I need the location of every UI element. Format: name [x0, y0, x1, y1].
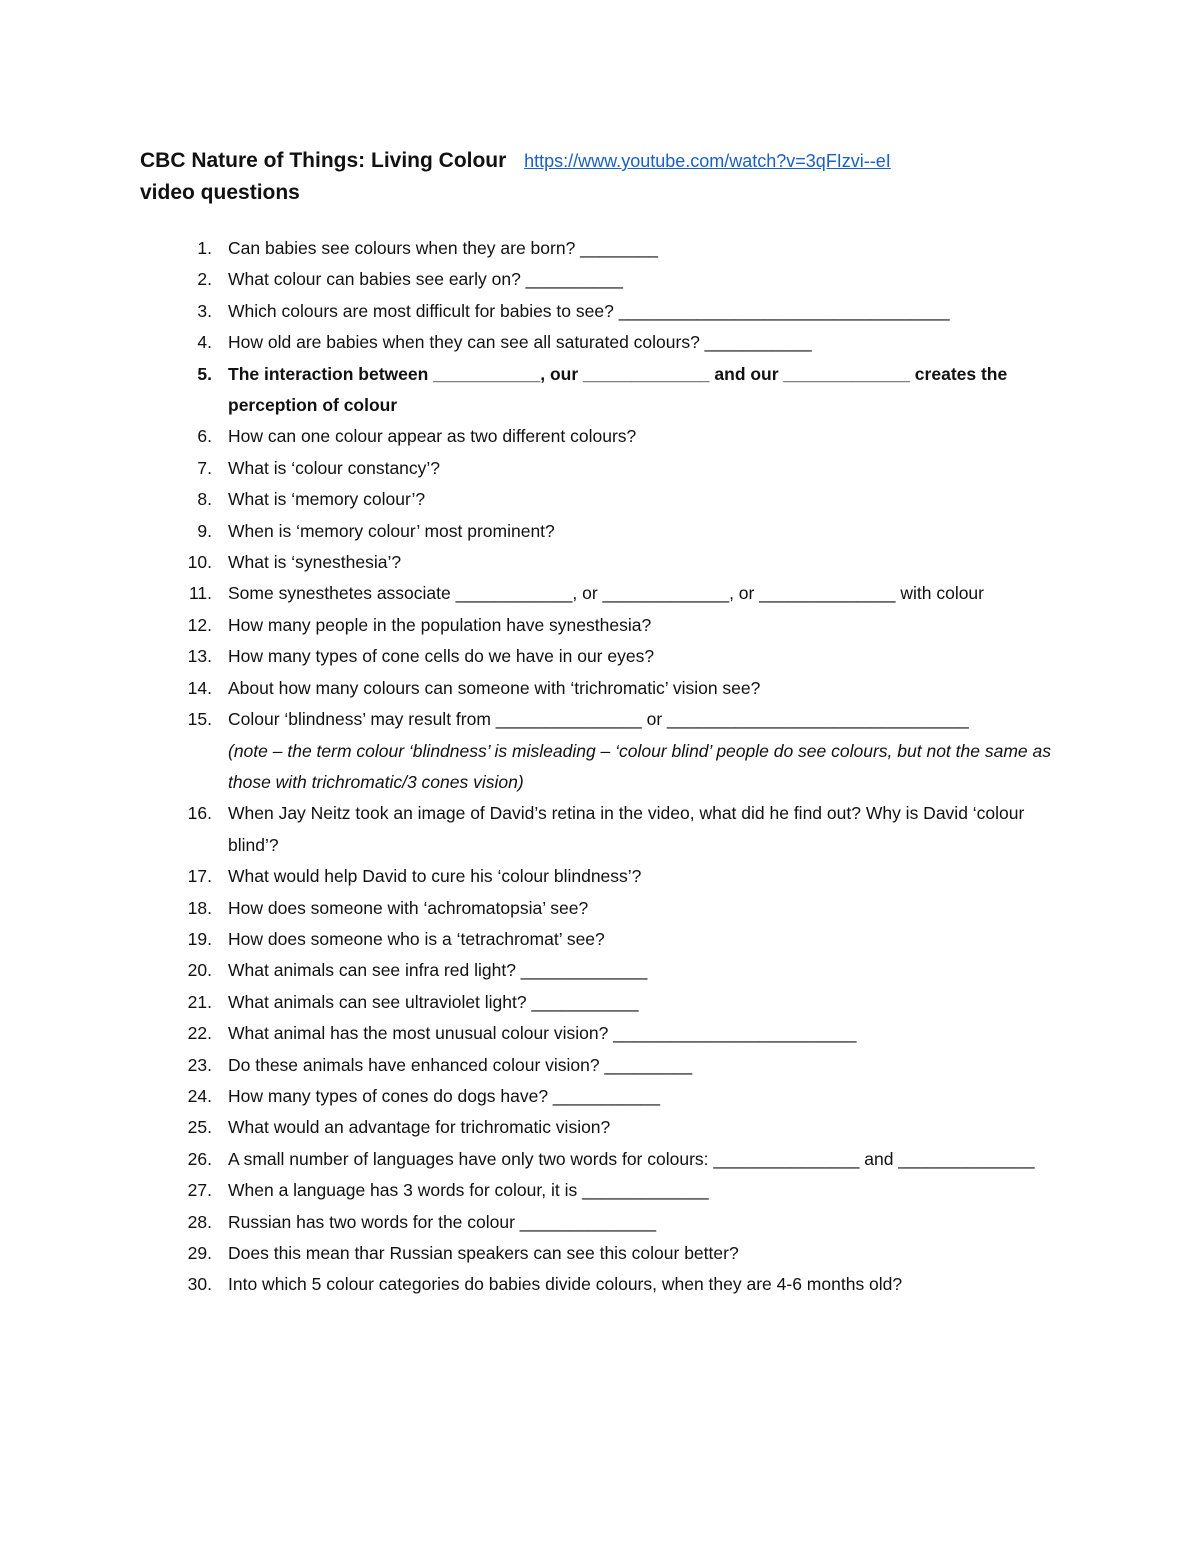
number-spacer [212, 610, 228, 641]
question-number: 29. [187, 1243, 212, 1263]
question-item [170, 704, 1070, 798]
question-text: How many types of cone cells do we have in our eyes? [228, 646, 655, 667]
number-spacer [212, 1081, 228, 1112]
number-spacer [212, 1207, 228, 1238]
question-item [170, 798, 1070, 861]
number-spacer [212, 1238, 228, 1269]
question-text: Does this mean thar Russian speakers can see this colour better? [228, 1243, 739, 1263]
question-body [228, 1112, 1068, 1143]
question-text: How many types of cones do dogs have? ___________ [228, 1085, 660, 1106]
number-spacer [212, 861, 228, 892]
question-item [170, 1269, 1070, 1300]
question-text: Do these animals have enhanced colour vision? _________ [228, 1054, 693, 1075]
question-text: What animal has the most unusual colour vision? _________________________ [228, 1023, 857, 1044]
question-number: 21. [187, 991, 212, 1012]
question-body [228, 578, 1068, 609]
question-number: 5. [197, 363, 212, 384]
number-spacer [212, 798, 228, 861]
number-spacer [212, 1112, 228, 1143]
question-item [170, 516, 1070, 547]
question-body [228, 233, 1068, 264]
question-item [170, 421, 1070, 452]
number-spacer [212, 359, 228, 422]
question-number: 24. [187, 1085, 212, 1106]
question-body [228, 1269, 1068, 1300]
question-number: 6. [197, 426, 212, 447]
question-body [228, 547, 1068, 578]
question-number: 30. [187, 1274, 212, 1295]
question-body [228, 1018, 1068, 1049]
question-item [170, 861, 1070, 892]
question-number: 19. [187, 928, 212, 949]
question-item [170, 610, 1070, 641]
question-number: 12. [187, 614, 212, 635]
question-number: 7. [197, 457, 212, 478]
question-body [228, 924, 1068, 955]
question-body [228, 296, 1068, 327]
question-item [170, 955, 1070, 986]
question-number: 10. [187, 552, 212, 573]
question-item [170, 1175, 1070, 1206]
question-body [228, 484, 1068, 515]
question-number: 8. [197, 489, 212, 510]
question-body [228, 893, 1068, 924]
number-spacer [212, 893, 228, 924]
question-body [228, 1081, 1068, 1112]
question-item [170, 484, 1070, 515]
question-number: 16. [187, 803, 212, 824]
question-text: How does someone with ‘achromatopsia’ see? [228, 897, 589, 918]
question-note: (note – the term colour ‘blindness’ is misleading – ‘colour blind’ people do see colours, but not the same as those with trichromatic/3 cones vision) [228, 740, 1051, 792]
number-spacer [212, 1175, 228, 1206]
question-body [228, 861, 1068, 892]
number-spacer [212, 578, 228, 609]
question-number: 14. [187, 677, 212, 698]
question-number: 26. [187, 1148, 212, 1169]
question-item [170, 1081, 1070, 1112]
question-list [170, 233, 1070, 1301]
question-item [170, 296, 1070, 327]
question-body [228, 327, 1068, 358]
question-text: The interaction between ___________, our _____________ and our _____________ creates the perception of colour [228, 363, 1008, 416]
number-spacer [212, 924, 228, 955]
title-line [140, 145, 1100, 177]
document-subtitle: video questions [140, 181, 300, 204]
question-text: What colour can babies see early on? __________ [228, 269, 623, 290]
question-item [170, 987, 1070, 1018]
question-body [228, 1050, 1068, 1081]
question-item [170, 327, 1070, 358]
number-spacer [212, 547, 228, 578]
question-number: 1. [197, 238, 212, 258]
question-item [170, 578, 1070, 609]
question-body [228, 359, 1068, 422]
question-body [228, 987, 1068, 1018]
question-number: 3. [197, 300, 212, 321]
question-item [170, 1112, 1070, 1143]
question-item [170, 359, 1070, 422]
number-spacer [212, 484, 228, 515]
question-body [228, 673, 1068, 704]
number-spacer [212, 641, 228, 672]
question-item [170, 673, 1070, 704]
question-item [170, 924, 1070, 955]
question-item [170, 1207, 1070, 1238]
question-number: 9. [197, 520, 212, 541]
document-header [140, 145, 1100, 209]
question-item [170, 1018, 1070, 1049]
number-spacer [212, 233, 228, 264]
number-spacer [212, 955, 228, 986]
number-spacer [212, 673, 228, 704]
question-text: How many people in the population have synesthesia? [228, 614, 652, 635]
question-number: 13. [187, 646, 212, 667]
question-body [228, 610, 1068, 641]
question-number: 27. [187, 1180, 212, 1201]
question-number: 22. [187, 1023, 212, 1044]
question-number: 4. [197, 332, 212, 353]
question-text: When a language has 3 words for colour, it is _____________ [228, 1180, 709, 1201]
question-body [228, 641, 1068, 672]
question-body [228, 453, 1068, 484]
question-item [170, 264, 1070, 295]
question-body [228, 1144, 1068, 1175]
question-body [228, 704, 1068, 798]
question-number: 23. [187, 1054, 212, 1075]
number-spacer [212, 1050, 228, 1081]
question-item [170, 1144, 1070, 1175]
question-item [170, 1238, 1070, 1269]
question-text: Into which 5 colour categories do babies divide colours, when they are 4-6 months old? [228, 1274, 903, 1295]
question-number: 18. [187, 897, 212, 918]
number-spacer [212, 1144, 228, 1175]
question-body [228, 264, 1068, 295]
number-spacer [212, 264, 228, 295]
question-text: Some synesthetes associate ____________, or _____________, or ______________ with colour [228, 583, 984, 604]
question-body [228, 516, 1068, 547]
number-spacer [212, 453, 228, 484]
question-number: 25. [187, 1117, 212, 1138]
number-spacer [212, 1269, 228, 1300]
number-spacer [212, 987, 228, 1018]
question-text: What animals can see infra red light? _____________ [228, 960, 648, 981]
question-item [170, 233, 1070, 264]
question-item [170, 547, 1070, 578]
question-item [170, 893, 1070, 924]
question-number: 11. [188, 583, 212, 604]
question-text: About how many colours can someone with ‘trichromatic’ vision see? [228, 677, 761, 698]
question-text: What animals can see ultraviolet light? ___________ [228, 991, 639, 1012]
question-text: When is ‘memory colour’ most prominent? [228, 520, 555, 541]
question-text: Can babies see colours when they are born? ________ [228, 238, 659, 258]
question-body [228, 421, 1068, 452]
question-item [170, 641, 1070, 672]
question-body [228, 798, 1068, 861]
question-number: 17. [187, 866, 212, 887]
question-number: 2. [197, 269, 212, 290]
number-spacer [212, 704, 228, 798]
question-text: How does someone who is a ‘tetrachromat’ see? [228, 928, 605, 949]
question-body [228, 1175, 1068, 1206]
question-number: 28. [187, 1211, 212, 1232]
question-number: 20. [187, 960, 212, 981]
question-item [170, 1050, 1070, 1081]
question-text: How old are babies when they can see all saturated colours? ___________ [228, 332, 812, 353]
question-body [228, 1207, 1068, 1238]
question-text: A small number of languages have only two words for colours: _______________ and ______________ [228, 1148, 1035, 1169]
question-text: Colour ‘blindness’ may result from _______________ or _______________________________ [228, 709, 969, 730]
question-item [170, 453, 1070, 484]
question-text: How can one colour appear as two different colours? [228, 426, 637, 447]
question-text: Russian has two words for the colour ______________ [228, 1211, 657, 1232]
question-text: What is ‘colour constancy’? [228, 457, 441, 478]
number-spacer [212, 421, 228, 452]
number-spacer [212, 1018, 228, 1049]
number-spacer [212, 296, 228, 327]
question-text: What is ‘synesthesia’? [228, 552, 402, 573]
video-link[interactable]: https://www.youtube.com/watch?v=3qFIzvi--eI [524, 151, 891, 171]
number-spacer [212, 516, 228, 547]
question-number: 15. [187, 709, 212, 730]
question-text: What is ‘memory colour’? [228, 489, 426, 510]
question-text: When Jay Neitz took an image of David’s retina in the video, what did he find out? Why is David ‘colour blind’? [228, 803, 1025, 855]
question-text: What would an advantage for trichromatic vision? [228, 1117, 611, 1138]
question-body [228, 955, 1068, 986]
question-text: Which colours are most difficult for babies to see? __________________________________ [228, 300, 950, 321]
question-text: What would help David to cure his ‘colour blindness’? [228, 866, 642, 887]
question-body [228, 1238, 1068, 1269]
document-title: CBC Nature of Things: Living Colour [140, 149, 507, 172]
number-spacer [212, 327, 228, 358]
